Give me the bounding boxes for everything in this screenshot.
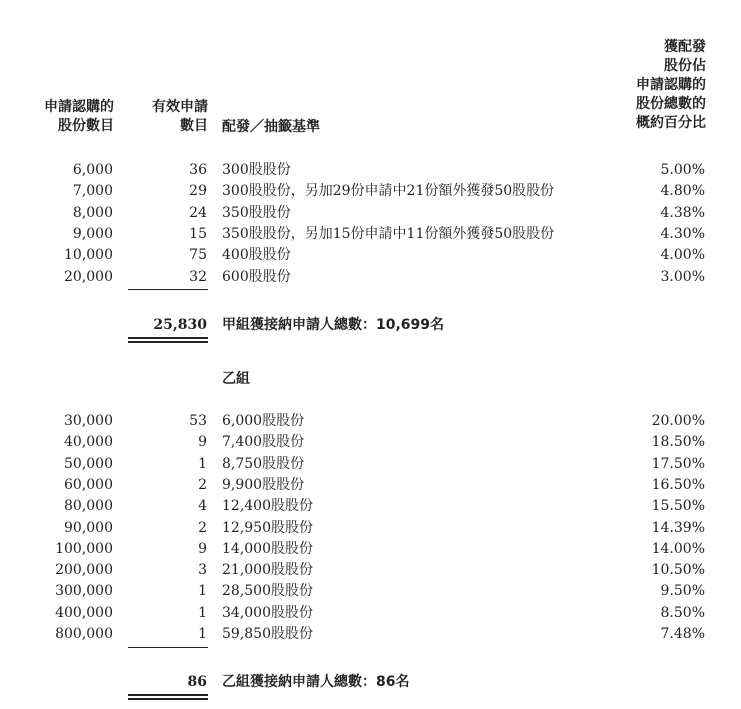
basis-cell: 8,750股股份 bbox=[222, 455, 305, 472]
count-cell: 2 bbox=[198, 519, 207, 536]
table-row bbox=[0, 432, 741, 453]
count-cell: 1 bbox=[198, 604, 207, 621]
shares-cell: 10,000 bbox=[64, 247, 113, 264]
shares-cell: 800,000 bbox=[55, 626, 113, 642]
basis-cell: 7,400股股份 bbox=[222, 434, 305, 451]
table-row bbox=[0, 454, 741, 475]
shares-cell: 100,000 bbox=[55, 540, 113, 557]
shares-cell: 400,000 bbox=[55, 604, 113, 621]
basis-cell: 350股股份，另加15份申請中11份額外獲發50股股份 bbox=[222, 225, 555, 242]
table-row bbox=[0, 581, 741, 602]
table-row bbox=[0, 560, 741, 581]
percentage-cell: 17.50% bbox=[651, 455, 705, 472]
group-b-double-rule-top bbox=[128, 694, 208, 696]
table-row bbox=[0, 539, 741, 560]
group-a-double-rule-bottom bbox=[128, 341, 208, 343]
header-allotment-basis: 配發／抽籤基準 bbox=[222, 119, 320, 135]
shares-cell: 300,000 bbox=[55, 583, 113, 600]
shares-cell: 60,000 bbox=[64, 476, 113, 493]
shares-cell: 50,000 bbox=[64, 455, 113, 472]
percentage-cell: 4.30% bbox=[660, 225, 705, 242]
count-cell: 3 bbox=[198, 562, 207, 579]
group-a-total-count: 25,830 bbox=[153, 317, 207, 333]
table-row bbox=[0, 160, 741, 181]
shares-cell: 90,000 bbox=[64, 519, 113, 536]
table-row bbox=[0, 475, 741, 496]
basis-cell: 9,900股股份 bbox=[222, 476, 305, 493]
count-cell: 15 bbox=[189, 225, 207, 242]
percentage-cell: 3.00% bbox=[660, 268, 705, 285]
group-b-total-count: 86 bbox=[187, 674, 207, 690]
shares-cell: 40,000 bbox=[64, 434, 113, 451]
table-row bbox=[0, 267, 741, 288]
basis-cell: 600股股份 bbox=[222, 268, 291, 285]
table-row bbox=[0, 224, 741, 245]
count-cell: 53 bbox=[189, 413, 207, 429]
percentage-cell: 7.48% bbox=[660, 626, 705, 642]
group-b-total bbox=[0, 671, 741, 693]
basis-cell: 34,000股股份 bbox=[222, 604, 313, 621]
count-cell: 24 bbox=[189, 204, 207, 221]
group-b-total-text: 乙組獲接納申請人總數：86名 bbox=[222, 674, 410, 690]
shares-cell: 80,000 bbox=[64, 498, 113, 515]
count-cell: 2 bbox=[198, 476, 207, 493]
table-row bbox=[0, 496, 741, 517]
basis-cell: 300股股份，另加29份申請中21份額外獲發50股股份 bbox=[222, 183, 555, 200]
table-row bbox=[0, 603, 741, 624]
percentage-cell: 4.38% bbox=[660, 204, 705, 221]
group-b-subtotal-rule bbox=[128, 647, 208, 648]
group-a-double-rule-top bbox=[128, 337, 208, 339]
percentage-cell: 10.50% bbox=[651, 562, 705, 579]
table-row bbox=[0, 411, 741, 432]
group-b-double-rule-bottom bbox=[128, 698, 208, 700]
percentage-cell: 16.50% bbox=[651, 476, 705, 493]
percentage-cell: 4.80% bbox=[660, 183, 705, 200]
shares-cell: 20,000 bbox=[64, 268, 113, 285]
shares-cell: 9,000 bbox=[72, 225, 113, 242]
basis-cell: 6,000股股份 bbox=[222, 413, 305, 429]
count-cell: 9 bbox=[198, 540, 207, 557]
percentage-cell: 18.50% bbox=[651, 434, 705, 451]
count-cell: 9 bbox=[198, 434, 207, 451]
percentage-cell: 9.50% bbox=[660, 583, 705, 600]
percentage-cell: 14.00% bbox=[651, 540, 705, 557]
count-cell: 4 bbox=[198, 498, 207, 515]
table-row bbox=[0, 203, 741, 224]
shares-cell: 8,000 bbox=[72, 204, 113, 221]
group-a-subtotal-rule bbox=[128, 289, 208, 290]
percentage-cell: 20.00% bbox=[651, 413, 705, 429]
shares-cell: 200,000 bbox=[55, 562, 113, 579]
percentage-cell: 4.00% bbox=[660, 247, 705, 264]
percentage-cell: 8.50% bbox=[660, 604, 705, 621]
basis-cell: 28,500股股份 bbox=[222, 583, 313, 600]
count-cell: 1 bbox=[198, 455, 207, 472]
group-b-title: 乙組 bbox=[222, 371, 250, 387]
count-cell: 29 bbox=[189, 183, 207, 200]
header-shares-applied: 申請認購的 股份數目 bbox=[44, 99, 114, 134]
header-approx-percentage: 獲配發 股份佔 申請認購的 股份總數的 概約百分比 bbox=[636, 39, 706, 131]
table-row bbox=[0, 624, 741, 645]
basis-cell: 12,400股股份 bbox=[222, 498, 313, 515]
header-valid-applications: 有效申請 數目 bbox=[152, 99, 208, 134]
basis-cell: 14,000股股份 bbox=[222, 540, 313, 557]
shares-cell: 30,000 bbox=[64, 413, 113, 429]
basis-cell: 21,000股股份 bbox=[222, 562, 313, 579]
basis-cell: 300股股份 bbox=[222, 162, 291, 178]
percentage-cell: 15.50% bbox=[651, 498, 705, 515]
basis-cell: 59,850股股份 bbox=[222, 626, 313, 642]
table-row bbox=[0, 518, 741, 539]
percentage-cell: 5.00% bbox=[660, 162, 705, 178]
basis-cell: 350股股份 bbox=[222, 204, 291, 221]
percentage-cell: 14.39% bbox=[651, 519, 705, 536]
count-cell: 1 bbox=[198, 583, 207, 600]
table-row bbox=[0, 245, 741, 266]
shares-cell: 6,000 bbox=[72, 162, 113, 178]
group-a-total bbox=[0, 314, 741, 336]
basis-cell: 400股股份 bbox=[222, 247, 291, 264]
count-cell: 36 bbox=[189, 162, 207, 178]
table-row bbox=[0, 181, 741, 202]
basis-cell: 12,950股股份 bbox=[222, 519, 313, 536]
count-cell: 32 bbox=[189, 268, 207, 285]
shares-cell: 7,000 bbox=[72, 183, 113, 200]
group-a-total-text: 甲組獲接納申請人總數：10,699名 bbox=[222, 317, 445, 333]
count-cell: 1 bbox=[198, 626, 207, 642]
count-cell: 75 bbox=[189, 247, 207, 264]
